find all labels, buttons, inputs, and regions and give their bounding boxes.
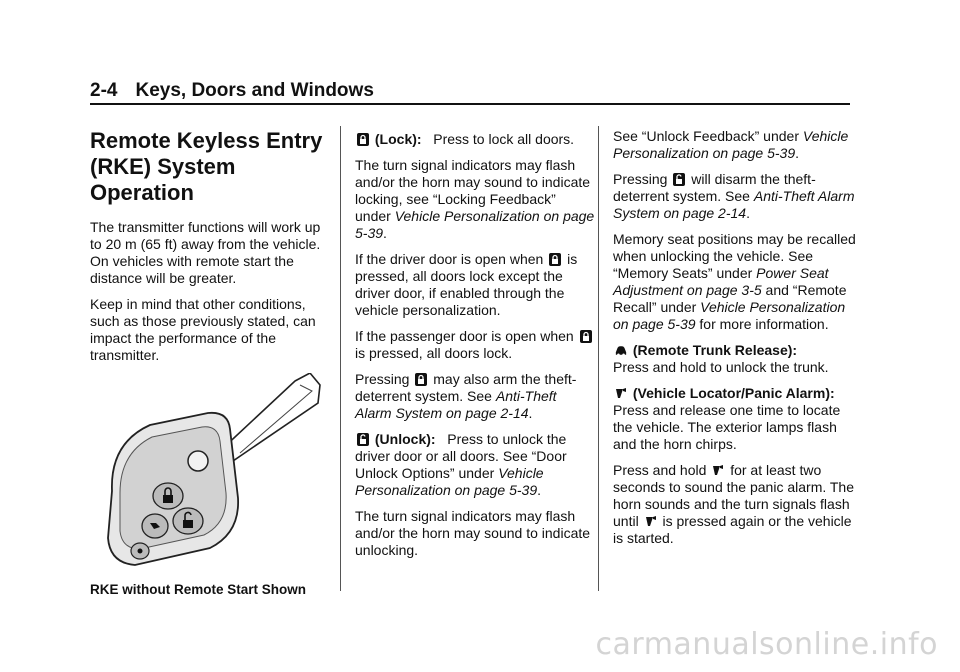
page-reference: Anti-Theft Alarm System on page 2-14: [613, 188, 855, 221]
watermark: carmanualsonline.info: [595, 627, 938, 662]
horn-icon: [712, 464, 724, 477]
page-reference: Vehicle Personalization on page 5-39: [355, 208, 595, 241]
trunk-desc: Press and hold to unlock the trunk.: [613, 359, 829, 375]
lock-item: [355, 131, 595, 148]
column-1: [90, 128, 325, 598]
car-trunk-icon: [615, 344, 627, 357]
header-rule: [90, 103, 850, 105]
arm-paragraph: Pressing may also arm the theft-deterrent system. See Anti-Theft Alarm System on page 2-14.: [355, 371, 577, 421]
text: If the driver door is open when: [355, 251, 544, 267]
panic-desc: Press and release one time to locate the vehicle. The exterior lamps flash and the horn chirps.: [613, 402, 841, 452]
lock-icon: [549, 253, 561, 266]
text: for at least two seconds to sound the panic alarm. The horn sounds and the turn signals flash until: [613, 462, 855, 529]
text: for more information.: [699, 316, 829, 332]
trunk-item: [613, 342, 858, 376]
page-reference: Vehicle Personalization on page 5-39: [355, 465, 544, 498]
lock-icon: [580, 330, 592, 343]
text: will disarm the theft-deterrent system.: [613, 171, 816, 204]
lock-icon: [357, 133, 369, 146]
lock-desc: Press to lock all doors.: [433, 131, 575, 147]
heading-line-1: Remote Keyless Entry: [90, 128, 323, 153]
horn-icon: [615, 387, 627, 400]
page-reference: Vehicle Personalization on page 5-39: [613, 128, 849, 161]
heading-line-2: (RKE) System Operation: [90, 154, 236, 205]
text: The turn signal indicators may flash and/or the horn may sound to indicate locking, see “Locking Feedback” under: [355, 157, 591, 224]
text: Press and hold: [613, 462, 707, 478]
hold-paragraph: [613, 462, 858, 547]
page-number: 2-4: [90, 80, 118, 101]
column-2: [355, 131, 595, 568]
text: Pressing: [613, 171, 668, 187]
page-header: [90, 80, 850, 102]
unlock-feedback-paragraph: See “Unlock Feedback” under Vehicle Personalization on page 5-39.: [613, 128, 849, 161]
panic-item: [613, 385, 858, 453]
text: Memory seat positions may be recalled when unlocking the vehicle. See “Memory Seats” under: [613, 231, 856, 281]
text: is pressed, all doors lock.: [355, 345, 513, 361]
lock-icon: [415, 373, 427, 386]
disarm-paragraph: Pressing will disarm the theft-deterrent system. See Anti-Theft Alarm System on page 2-14.: [613, 171, 855, 221]
column-3: [613, 128, 858, 556]
conditions-paragraph: Keep in mind that other conditions, such as those previously stated, can impact the performance of the transmitter.: [90, 296, 316, 363]
column-divider: [598, 126, 599, 591]
driver-door-paragraph: [355, 251, 595, 319]
panic-label: (Vehicle Locator/Panic Alarm):: [632, 385, 835, 401]
unlock-desc: Press to unlock the driver door or all doors. See “Door Unlock Options” under: [355, 431, 567, 481]
horn-icon: [645, 515, 657, 528]
page-reference: Anti-Theft Alarm System on page 2-14: [355, 388, 557, 421]
turn-signal-lock-paragraph: The turn signal indicators may flash and/or the horn may sound to indicate locking, see “Locking Feedback” under Vehicle Personalization on page 5-39.: [355, 157, 595, 241]
turn-signal-unlock-paragraph: The turn signal indicators may flash and/or the horn may sound to indicate unlocking.: [355, 508, 591, 558]
text: If the passenger door is open when: [355, 328, 574, 344]
page-reference: Power Seat Adjustment on page 3-5: [613, 265, 829, 298]
text: See “Unlock Feedback” under: [613, 128, 799, 144]
unlock-icon: [357, 433, 369, 446]
text: Pressing: [355, 371, 410, 387]
text: and “Remote Recall” under: [613, 282, 847, 315]
text: is pressed, all doors lock except the driver door, if enabled through the vehicle personalization.: [355, 251, 578, 318]
text: See: [467, 388, 492, 404]
column-divider: [340, 126, 341, 591]
passenger-door-paragraph: [355, 328, 595, 362]
unlock-item: (Unlock): Press to unlock the driver door or all doors. See “Door Unlock Options” under Vehicle Personalization on page 5-39.: [355, 431, 567, 498]
unlock-icon: [673, 173, 685, 186]
trunk-label: (Remote Trunk Release):: [632, 342, 798, 358]
page-reference: Vehicle Personalization on page 5-39: [613, 299, 846, 332]
lock-label: (Lock):: [374, 131, 422, 147]
memory-seat-paragraph: [613, 231, 858, 333]
section-title: Keys, Doors and Windows: [135, 80, 374, 101]
text: is pressed again or the vehicle is started.: [613, 513, 852, 546]
section-heading: [90, 128, 325, 206]
text: See: [725, 188, 750, 204]
unlock-label: (Unlock):: [374, 431, 436, 447]
text: may also arm the theft-deterrent system.: [355, 371, 577, 404]
rke-key-fob-illustration: [90, 373, 325, 571]
range-paragraph: The transmitter functions will work up to 20 m (65 ft) away from the vehicle. On vehicles with remote start the distance will be greater.: [90, 219, 321, 286]
figure-caption: RKE without Remote Start Shown: [90, 582, 306, 597]
